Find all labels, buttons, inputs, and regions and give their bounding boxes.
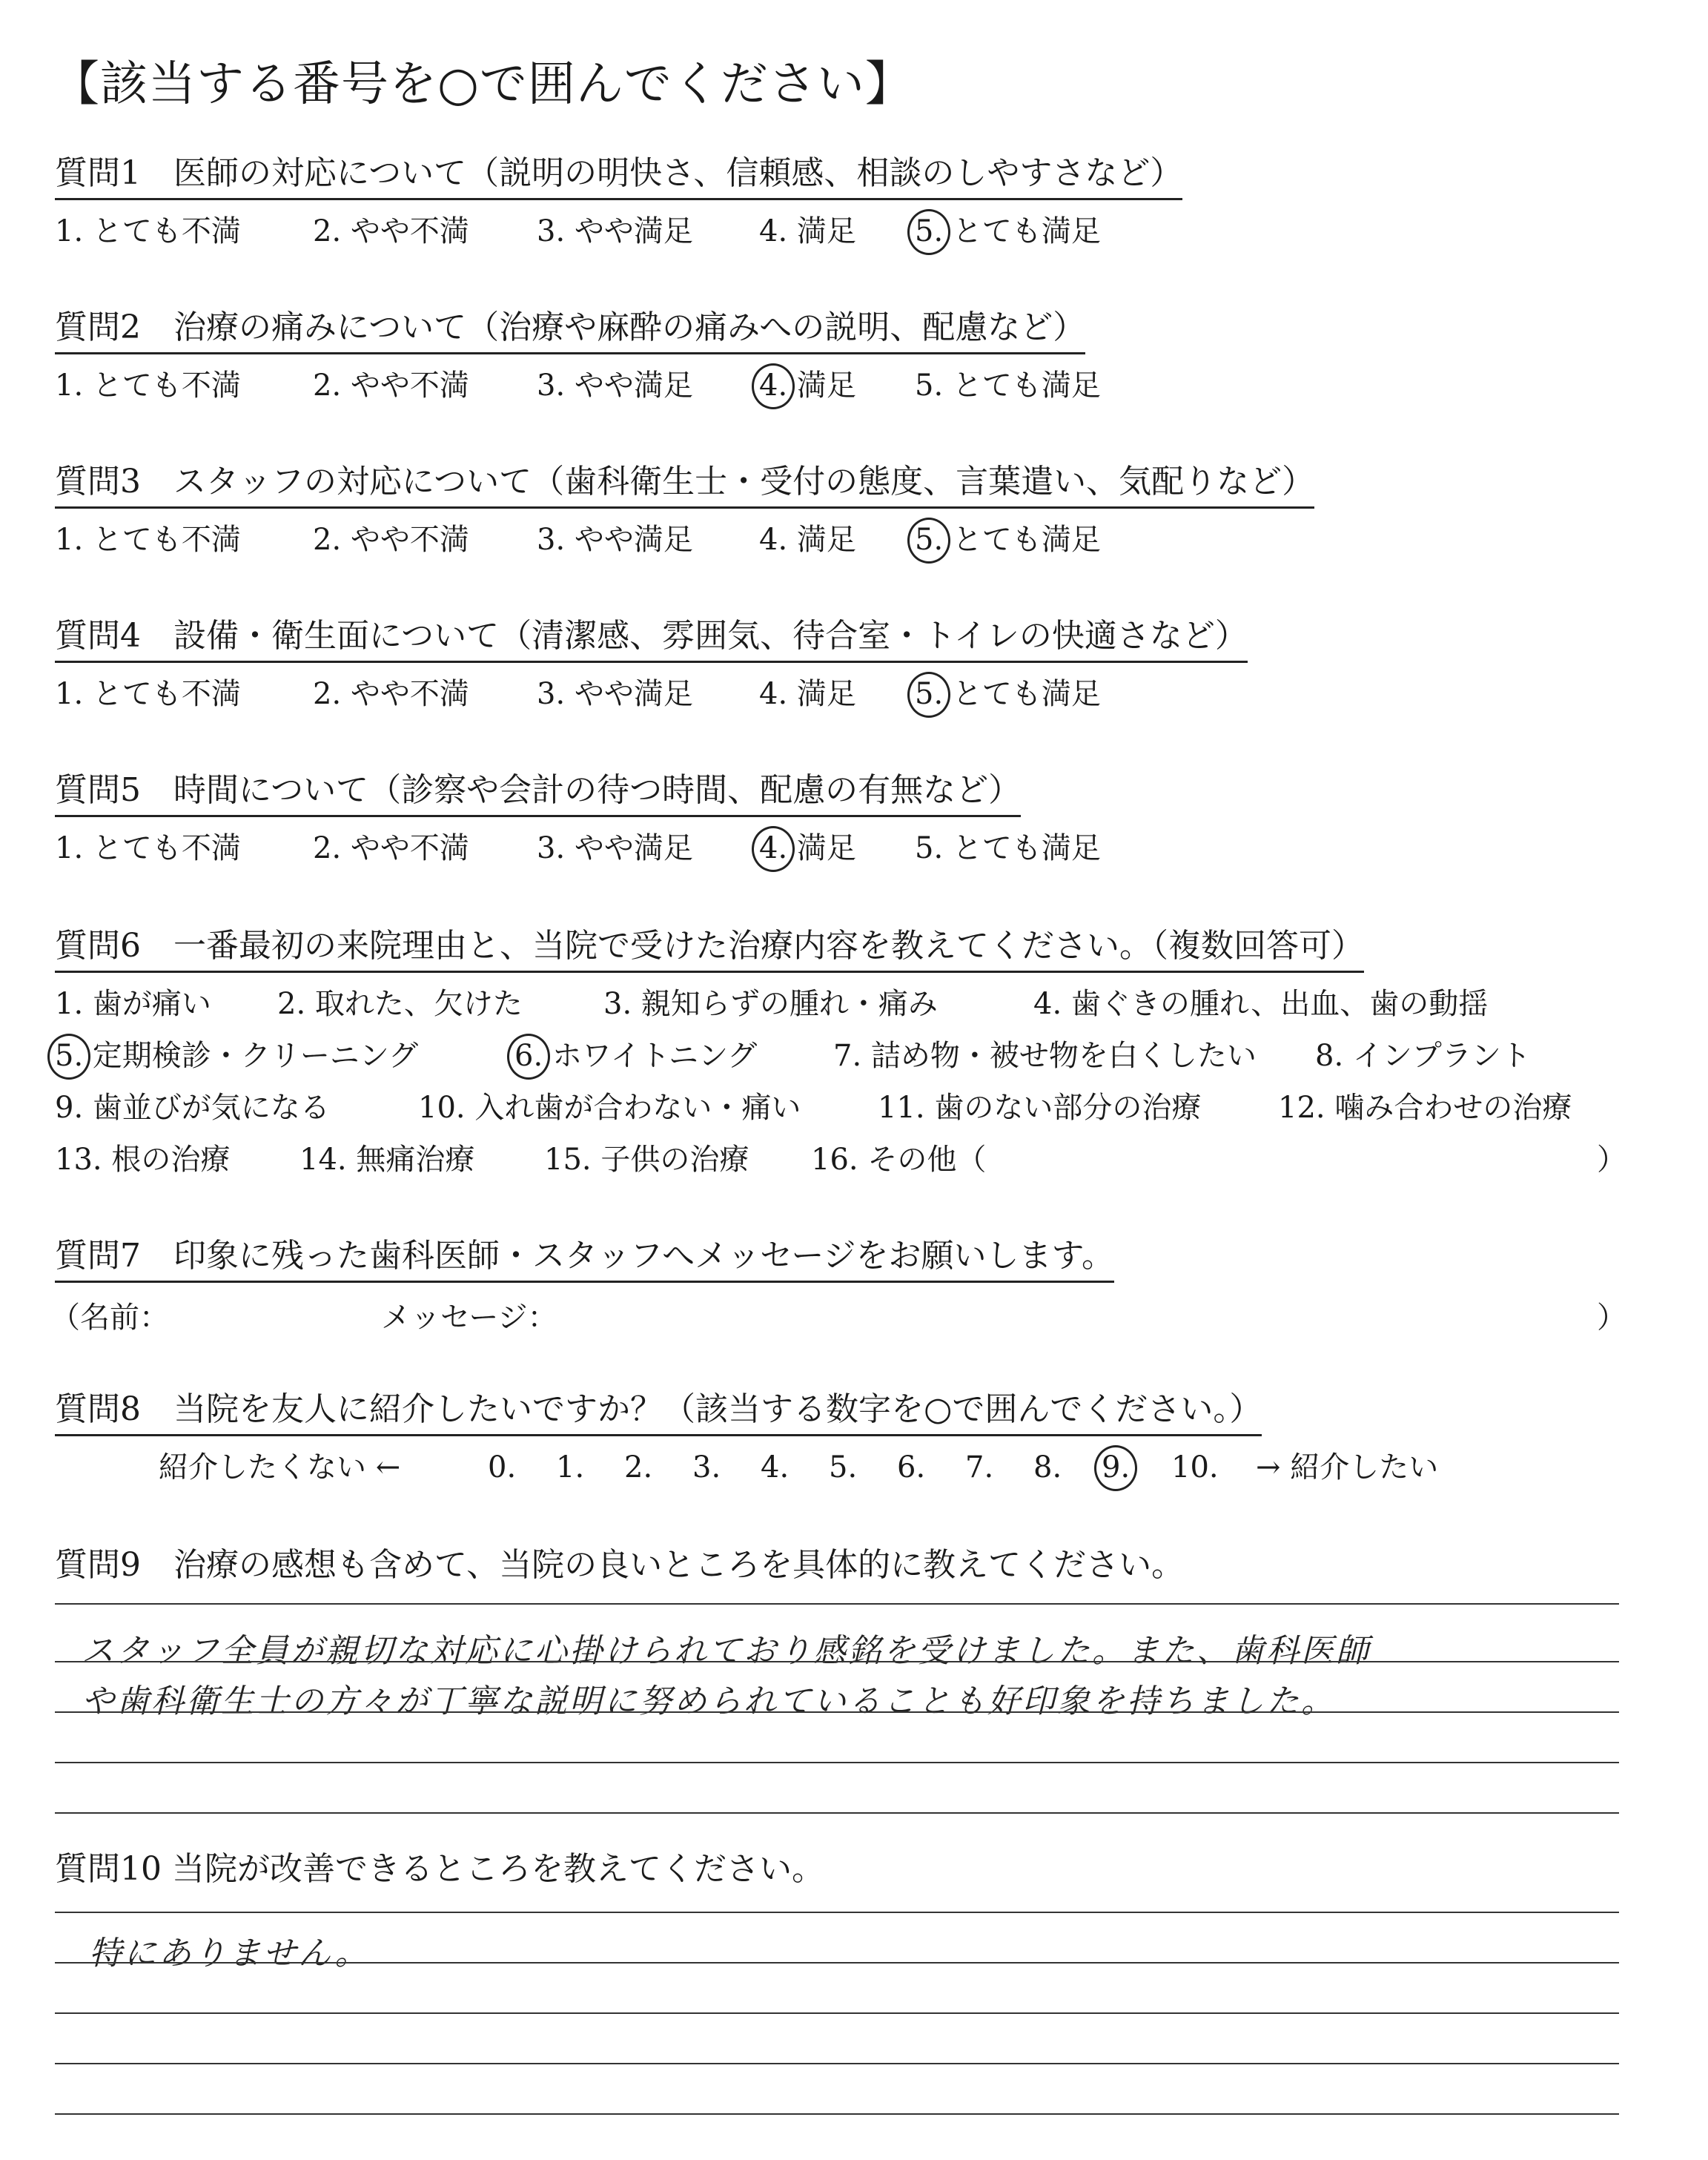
q9-handwritten-answer-2[interactable]: や歯科衛生士の方々が丁寧な説明に努められていることも好印象を持ちました。 — [82, 1682, 1336, 1720]
q6-option-3[interactable]: 3. 親知らずの腫れ・痛み — [603, 987, 938, 1021]
answer-line — [55, 1603, 1619, 1605]
q9-handwritten-answer-1[interactable]: スタッフ全員が親切な対応に心掛けられており感銘を受けました。また、歯科医師 — [82, 1632, 1371, 1670]
q5-option-3[interactable]: 3. やや満足 — [537, 831, 693, 865]
selected-circle-mark: 4. — [759, 831, 788, 865]
q3-option-4[interactable]: 4. 満足 — [759, 523, 856, 557]
selected-circle-mark: 6. — [514, 1039, 543, 1073]
q8-score-5[interactable]: 5. — [829, 1450, 858, 1484]
q7-name-label[interactable]: （名前： — [50, 1301, 169, 1335]
selected-circle-mark: 5. — [915, 214, 944, 248]
question-2-title: 質問2 治療の痛みについて（治療や麻酔の痛みへの説明、配慮など） — [55, 308, 1085, 354]
question-5-title: 質問5 時間について（診察や会計の待つ時間、配慮の有無など） — [55, 771, 1021, 817]
answer-line — [55, 2063, 1619, 2064]
q8-score-1[interactable]: 1. — [556, 1450, 585, 1484]
q5-option-2[interactable]: 2. やや不満 — [313, 831, 469, 865]
q1-option-1[interactable]: 1. とても不満 — [55, 214, 241, 248]
q4-option-2[interactable]: 2. やや不満 — [313, 677, 469, 711]
q1-option-5[interactable]: 5. とても満足 — [915, 214, 1101, 248]
selected-circle-mark: 5. — [915, 677, 944, 711]
q2-option-3[interactable]: 3. やや満足 — [537, 369, 693, 403]
q10-handwritten-answer[interactable]: 特にありません。 — [89, 1935, 370, 1972]
q3-option-5[interactable]: 5. とても満足 — [915, 523, 1101, 557]
q4-option-1[interactable]: 1. とても不満 — [55, 677, 241, 711]
q8-score-3[interactable]: 3. — [692, 1450, 721, 1484]
q8-score-9[interactable] — [1102, 1450, 1130, 1485]
question-6-title: 質問6 一番最初の来院理由と、当院で受けた治療内容を教えてください。（複数回答可） — [55, 927, 1364, 973]
q6-option-16[interactable]: 16. その他（ — [811, 1143, 987, 1177]
q6-option-11[interactable]: 11. 歯のない部分の治療 — [878, 1091, 1202, 1125]
q8-score-7[interactable]: 7. — [965, 1450, 994, 1484]
q8-score-8[interactable]: 8. — [1033, 1450, 1062, 1484]
q8-score-10[interactable]: 10. — [1171, 1450, 1219, 1484]
q3-option-2[interactable]: 2. やや不満 — [313, 523, 469, 557]
q8-score-2[interactable]: 2. — [624, 1450, 653, 1484]
q8-right-label: → 紹介したい — [1256, 1450, 1439, 1484]
answer-line — [55, 2113, 1619, 2115]
q6-option-8[interactable]: 8. インプラント — [1315, 1039, 1531, 1073]
q1-option-2[interactable]: 2. やや不満 — [313, 214, 469, 248]
q6-option-13[interactable]: 13. 根の治療 — [55, 1143, 231, 1177]
q8-score-4[interactable]: 4. — [761, 1450, 790, 1484]
selected-circle-mark: 4. — [759, 369, 788, 403]
question-4-title: 質問4 設備・衛生面について（清潔感、雰囲気、待合室・トイレの快適さなど） — [55, 617, 1248, 663]
q4-option-3[interactable]: 3. やや満足 — [537, 677, 693, 711]
q6-option-10[interactable]: 10. 入れ歯が合わない・痛い — [418, 1091, 801, 1125]
answer-line — [55, 1711, 1619, 1713]
page-title: 【該当する番号を○で囲んでください】 — [52, 57, 913, 112]
selected-circle-mark: 9. — [1102, 1450, 1131, 1484]
q7-close: ） — [1597, 1301, 1626, 1335]
q7-message-label[interactable]: メッセージ： — [381, 1301, 557, 1335]
answer-line — [55, 1812, 1619, 1814]
selected-circle-mark: 5. — [915, 523, 944, 557]
q6-option-1[interactable]: 1. 歯が痛い — [55, 987, 211, 1021]
q4-option-5[interactable]: 5. とても満足 — [915, 677, 1101, 711]
selected-circle-mark: 5. — [55, 1039, 84, 1073]
q2-option-1[interactable]: 1. とても不満 — [55, 369, 241, 403]
answer-line — [55, 2012, 1619, 2014]
q6-option-12[interactable]: 12. 噛み合わせの治療 — [1278, 1091, 1572, 1125]
question-3-title: 質問3 スタッフの対応について（歯科衛生士・受付の態度、言葉遣い、気配りなど） — [55, 463, 1314, 509]
q1-option-3[interactable]: 3. やや満足 — [537, 214, 693, 248]
q6-option-4[interactable]: 4. 歯ぐきの腫れ、出血、歯の動揺 — [1033, 987, 1489, 1021]
q6-option-5[interactable]: 5. 定期検診・クリーニング — [55, 1039, 419, 1073]
q6-option-9[interactable]: 9. 歯並びが気になる — [55, 1091, 330, 1125]
q4-option-4[interactable]: 4. 満足 — [759, 677, 856, 711]
q6-option-7[interactable]: 7. 詰め物・被せ物を白くしたい — [833, 1039, 1257, 1073]
question-8-title: 質問8 当院を友人に紹介したいですか？（該当する数字を○で囲んでください。） — [55, 1390, 1262, 1436]
q6-option-14[interactable]: 14. 無痛治療 — [299, 1143, 475, 1177]
answer-line — [55, 1912, 1619, 1913]
question-1-title: 質問1 医師の対応について（説明の明快さ、信頼感、相談のしやすさなど） — [55, 154, 1182, 200]
q2-option-2[interactable]: 2. やや不満 — [313, 369, 469, 403]
q3-option-1[interactable]: 1. とても不満 — [55, 523, 241, 557]
answer-line — [55, 1661, 1619, 1662]
q2-option-4[interactable]: 4. 満足 — [759, 369, 856, 403]
q8-score-0[interactable]: 0. — [488, 1450, 517, 1484]
answer-line — [55, 1762, 1619, 1763]
answer-line — [55, 1962, 1619, 1964]
q8-score-6[interactable]: 6. — [897, 1450, 926, 1484]
q6-option-2[interactable]: 2. 取れた、欠けた — [277, 987, 523, 1021]
q1-option-4[interactable]: 4. 満足 — [759, 214, 856, 248]
q3-option-3[interactable]: 3. やや満足 — [537, 523, 693, 557]
question-9-title: 質問9 治療の感想も含めて、当院の良いところを具体的に教えてください。 — [55, 1546, 1185, 1584]
q6-option-15[interactable]: 15. 子供の治療 — [544, 1143, 749, 1177]
q5-option-1[interactable]: 1. とても不満 — [55, 831, 241, 865]
question-10-title: 質問10 当院が改善できるところを教えてください。 — [55, 1850, 824, 1888]
q5-option-4[interactable]: 4. 満足 — [759, 831, 856, 865]
q5-option-5[interactable]: 5. とても満足 — [915, 831, 1101, 865]
q8-left-label: 紹介したくない ← — [159, 1450, 401, 1484]
q6-option-6[interactable]: 6. ホワイトニング — [514, 1039, 758, 1073]
question-7-title: 質問7 印象に残った歯科医師・スタッフへメッセージをお願いします。 — [55, 1237, 1114, 1283]
q6-other-close: ） — [1597, 1143, 1626, 1177]
q2-option-5[interactable]: 5. とても満足 — [915, 369, 1101, 403]
